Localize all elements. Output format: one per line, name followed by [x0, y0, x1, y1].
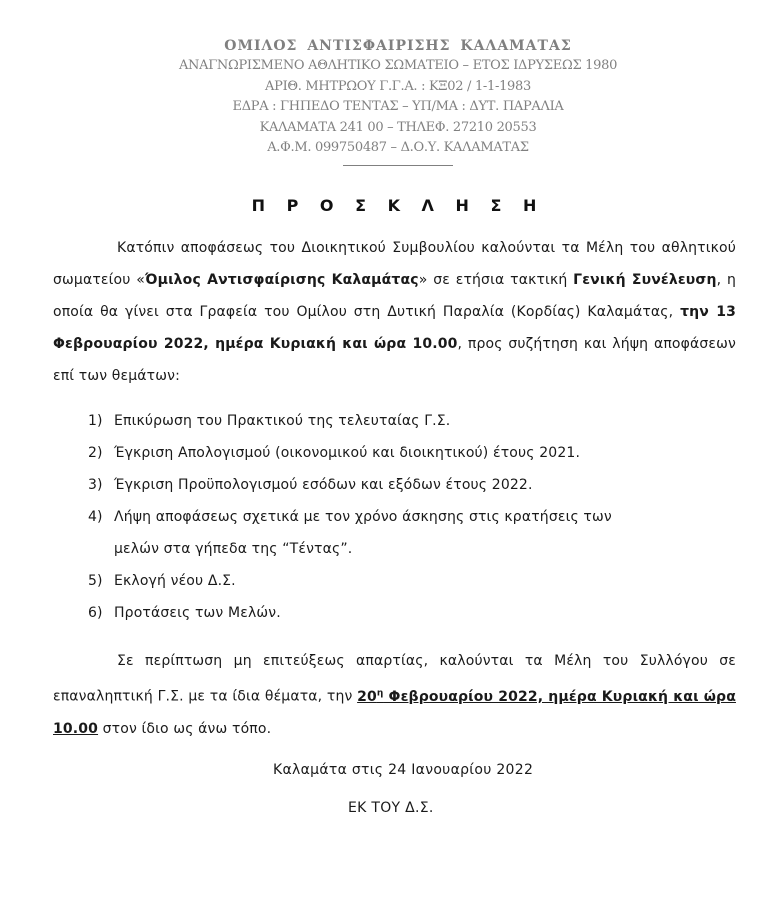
paragraph-text: , προς συζήτηση και λήψη αποφάσεων επί των θεμάτων: [53, 336, 736, 384]
agenda-text: Επικύρωση του Πρακτικού της τελευταίας Γ.Σ. [114, 413, 451, 429]
paragraph-text: » σε ετήσια τακτική [418, 272, 574, 288]
agenda-number: 6) [88, 605, 103, 621]
meeting-date-time: την 13 Φεβρουαρίου 2022, ημέρα Κυριακή και ώρα 10.00 [53, 304, 736, 352]
repeat-meeting-paragraph [53, 645, 736, 745]
agenda-item [88, 405, 728, 437]
assembly-label: Γενική Συνέλευση [573, 272, 717, 288]
club-name: Όμιλος Αντισφαίρισης Καλαμάτας [145, 272, 419, 288]
agenda-item [88, 501, 728, 533]
letterhead-line: ΚΑΛΑΜΑΤΑ 241 00 – ΤΗΛΕΦ. 27210 20553 [259, 119, 537, 135]
agenda-number: 1) [88, 413, 103, 429]
agenda-list [88, 405, 728, 629]
agenda-text: Εκλογή νέου Δ.Σ. [114, 573, 236, 589]
organization-name: ΟΜΙΛΟΣ ΑΝΤΙΣΦΑΙΡΙΣΗΣ ΚΑΛΑΜΑΤΑΣ [224, 38, 572, 54]
day-suffix: η [376, 688, 384, 698]
document-title: Π Ρ Ο Σ Κ Λ Η Σ Η [251, 196, 545, 215]
paragraph-text: Κατόπιν αποφάσεως του Διοικητικού Συμβουλίου καλούνται τα Μέλη του αθλητικού σωματείου « [53, 240, 736, 288]
paragraph-text: στον ίδιο ως άνω τόπο. [98, 720, 272, 737]
agenda-number: 5) [88, 573, 103, 589]
letterhead-line: ΕΔΡΑ : ΓΗΠΕΔΟ ΤΕΝΤΑΣ – ΥΠ/ΜΑ : ΔΥΤ. ΠΑΡΑΛΙΑ [232, 99, 564, 114]
agenda-text: Προτάσεις των Μελών. [114, 605, 281, 621]
agenda-item [88, 565, 728, 597]
paragraph-text: , η οποία θα γίνει στα Γραφεία του Ομίλου στη Δυτική Παραλία (Κορδίας) Καλαμάτας, [53, 272, 736, 320]
letterhead-line: ΑΡΙΘ. ΜΗΤΡΩΟΥ Γ.Γ.Α. : ΚΞ02 / 1-1-1983 [265, 78, 531, 94]
letterhead-line: Α.Φ.Μ. 099750487 – Δ.Ο.Υ. ΚΑΛΑΜΑΤΑΣ [267, 140, 529, 155]
repeat-day: 20 [357, 688, 377, 705]
agenda-text: Έγκριση Προϋπολογισμού εσόδων και εξόδων έτους 2022. [114, 477, 533, 493]
repeat-date-rest: Φεβρουαρίου 2022, ημέρα Κυριακή και ώρα 10.00 [53, 688, 736, 737]
agenda-item [88, 597, 728, 629]
paragraph-text: Σε περίπτωση μη επιτεύξεως απαρτίας, καλούνται τα Μέλη του Συλλόγου σε επαναληπτική Γ.Σ. με τα ίδια θέματα, την [53, 653, 736, 705]
agenda-item [88, 469, 728, 501]
agenda-item [88, 437, 728, 469]
agenda-number: 4) [88, 509, 103, 525]
invitation-paragraph [53, 232, 736, 392]
agenda-number: 2) [88, 445, 103, 461]
agenda-text: Λήψη αποφάσεως σχετικά με τον χρόνο άσκησης στις κρατήσεις των [114, 509, 612, 525]
letterhead-divider [343, 165, 453, 166]
place-and-date: Καλαμάτα στις 24 Ιανουαρίου 2022 [273, 762, 534, 778]
signature: ΕΚ ΤΟΥ Δ.Σ. [348, 800, 434, 816]
letterhead-line: ΑΝΑΓΝΩΡΙΣΜΕΝΟ ΑΘΛΗΤΙΚΟ ΣΩΜΑΤΕΙΟ – ΕΤΟΣ ΙΔΡΥΣΕΩΣ 1980 [178, 58, 618, 73]
letterhead [0, 36, 780, 166]
agenda-text: Έγκριση Απολογισμού (οικονομικού και διοικητικού) έτους 2021. [114, 445, 581, 461]
agenda-item-continuation: μελών στα γήπεδα της “Τέντας”. [114, 541, 353, 557]
agenda-number: 3) [88, 477, 103, 493]
